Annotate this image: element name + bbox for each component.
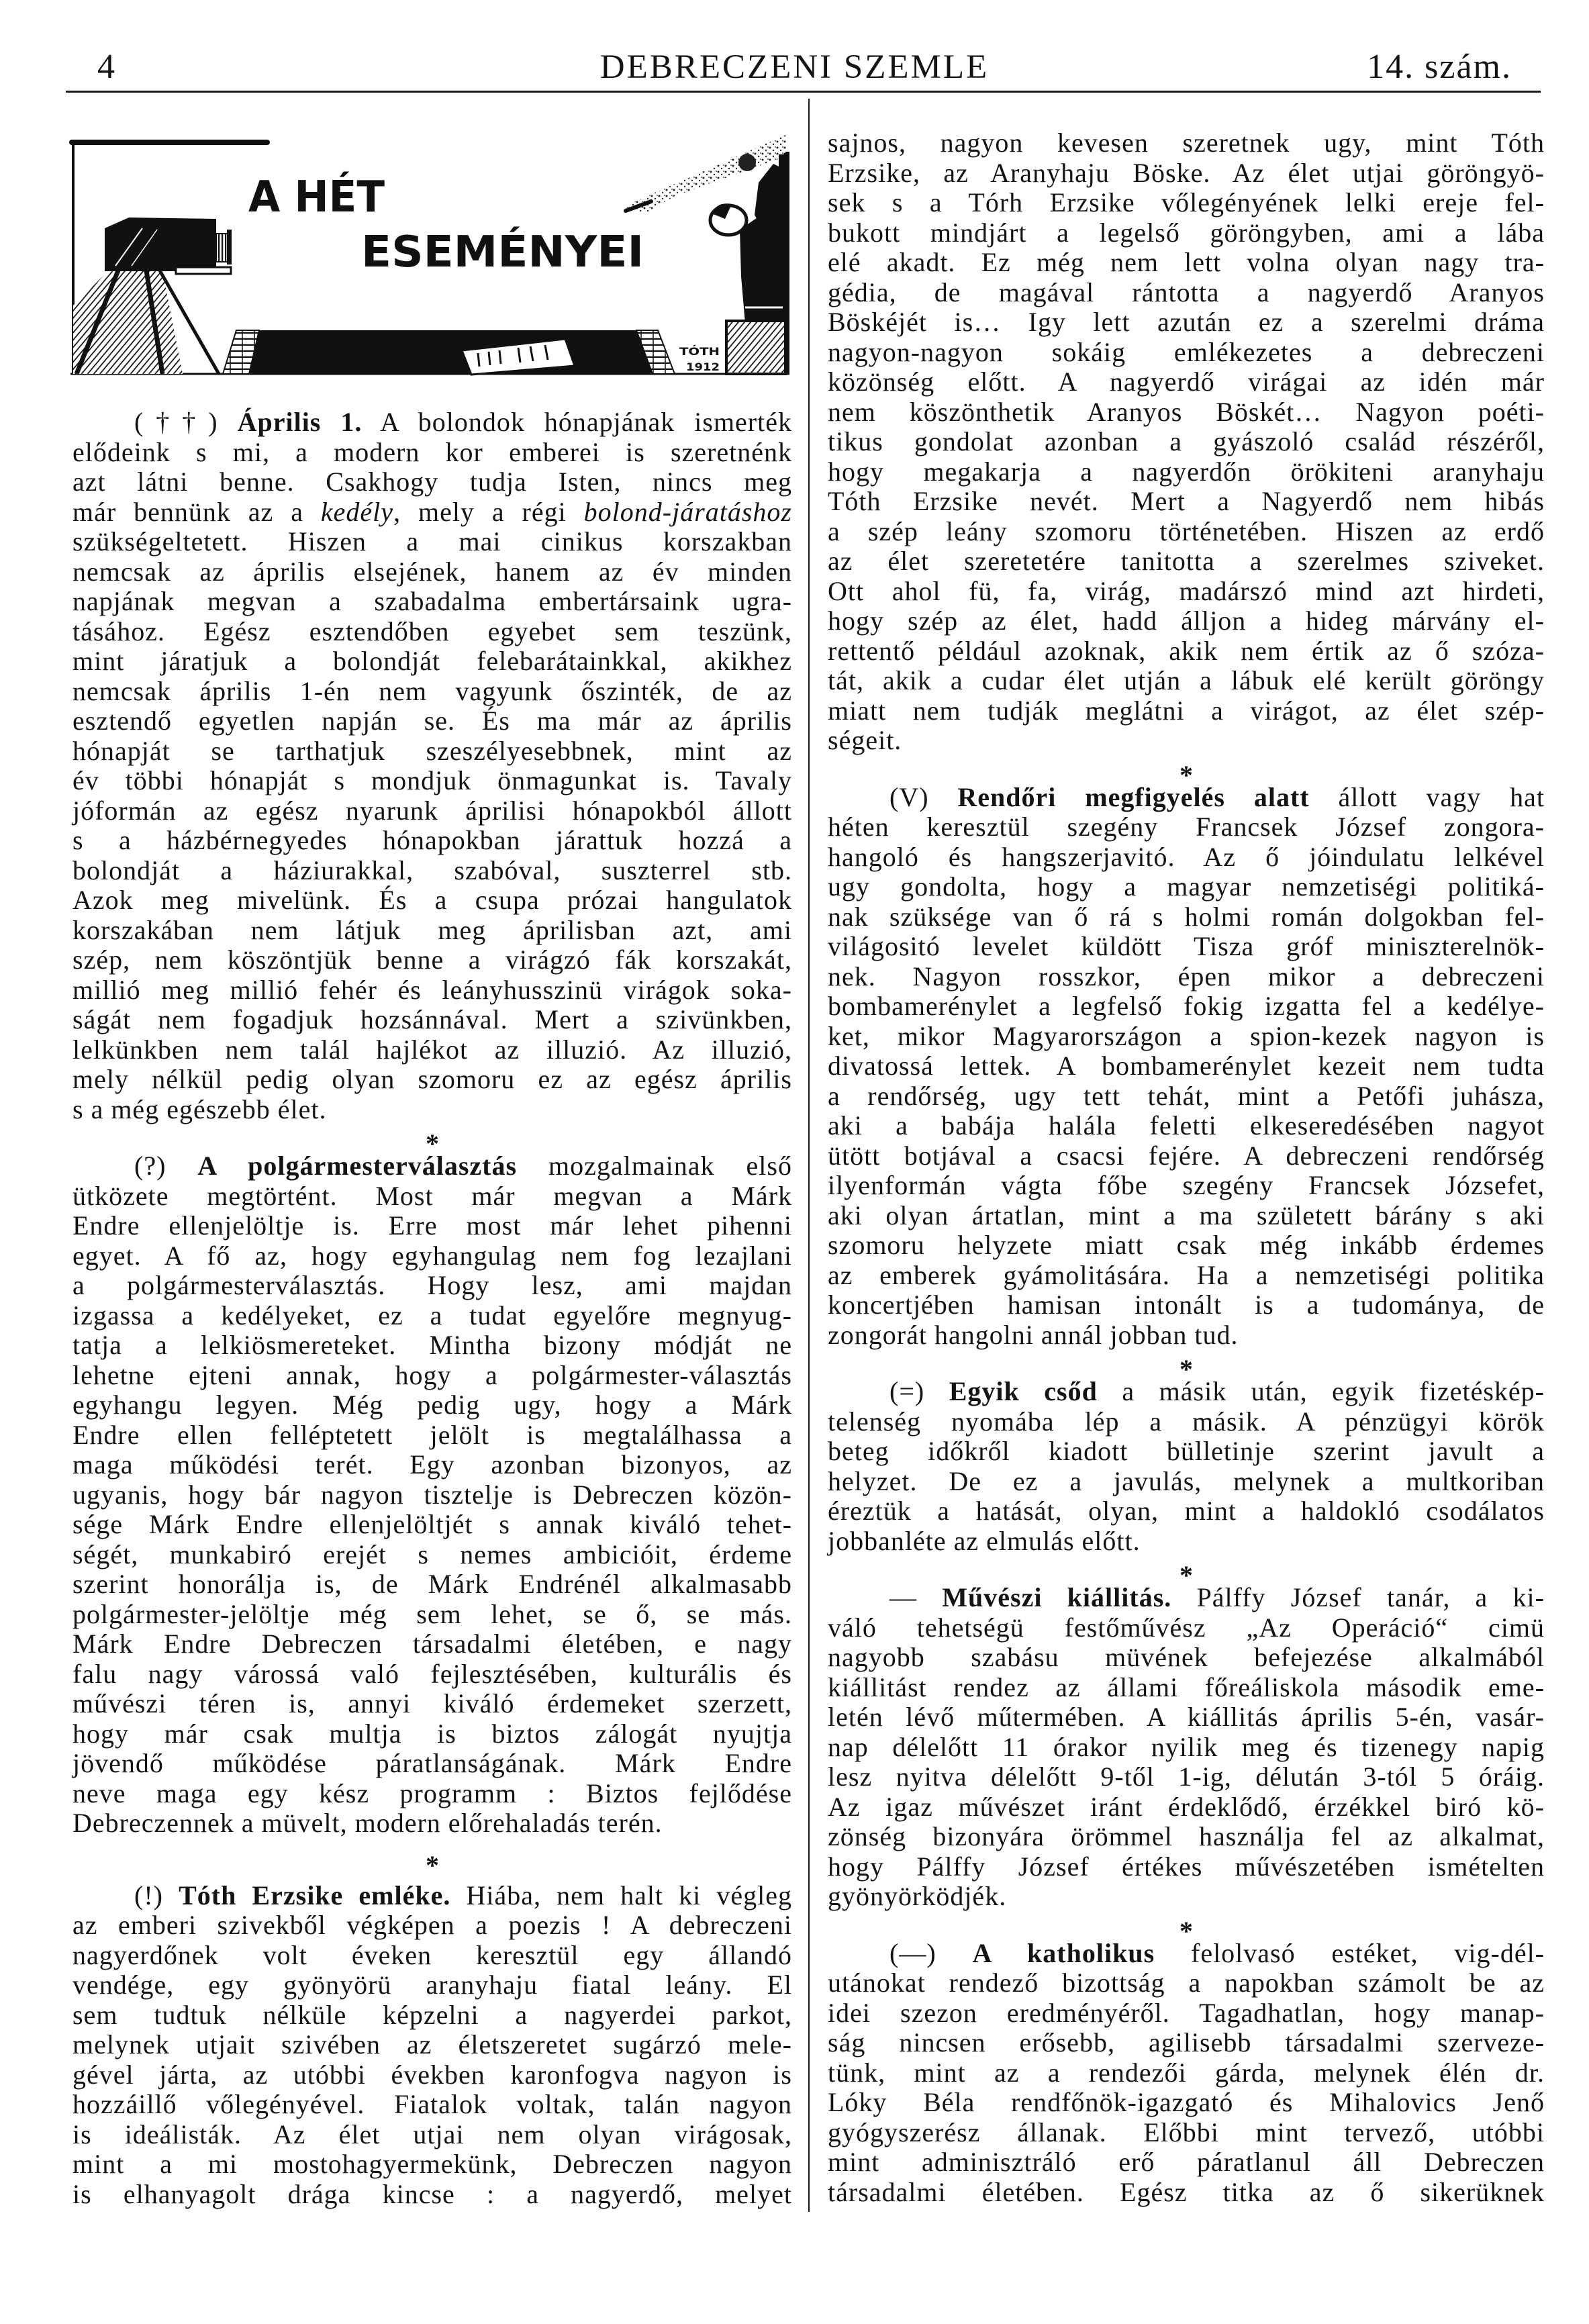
article-paragraph xyxy=(828,1583,1545,1912)
text-line: nagyobb szabásu müvének befejezése alkalmából xyxy=(828,1642,1545,1672)
article-paragraph xyxy=(828,1939,1545,2208)
text-line: héten keresztül szegény Francsek József zongora- xyxy=(828,812,1545,842)
text-line: hangoló és hangszerjavitó. Az ő jóindulatu lelkével xyxy=(828,841,1545,872)
text-line: sem tudtuk nélküle képzelni a nagyerdei parkot, xyxy=(73,1999,792,2030)
text-run: , mely a régi xyxy=(393,496,584,527)
text-run: már bennünk az a xyxy=(73,496,321,527)
page-number: 4 xyxy=(97,48,115,86)
left-column xyxy=(73,407,792,2209)
text-run: A bolondok hónapjának ismerték xyxy=(362,407,792,437)
text-line: jövendő működése páratlanságának. Márk Endre xyxy=(73,1748,792,1778)
text-line: ugyanis, hogy bár nagyon tisztelje is Debreczen közön- xyxy=(73,1479,792,1510)
text-line: az élet szeretetére tanitotta a szerelmes sziveket. xyxy=(828,546,1545,576)
text-line: jóformán az egész nyarunk áprilisi hónapokból állott xyxy=(73,795,792,826)
text-line xyxy=(73,1151,792,1181)
text-line: nap délelőtt 11 órakor nyilik meg és tizenegy napig xyxy=(828,1731,1545,1762)
section-separator: * xyxy=(426,1128,439,1159)
article-paragraph xyxy=(73,1151,792,1839)
text-run: felolvasó estéket, vig-dél- xyxy=(1155,1937,1545,1968)
issue-number: 14. szám. xyxy=(1367,48,1512,86)
text-line: ségét, munkabiró erejét s nemes ambicióit, érdeme xyxy=(73,1539,792,1569)
text-line: Endre ellen felléptetett jelölt is megtalálhassa a xyxy=(73,1419,792,1450)
artist-signature-name: TÓTH xyxy=(679,345,720,358)
text-line: bukott mindjárt a legelső göröngyben, ami a lába xyxy=(828,217,1545,248)
text-line: nemcsak az április elsejének, hanem az év minden xyxy=(73,556,792,587)
text-run: (?) xyxy=(134,1151,198,1181)
text-line: lesz nyitva délelőtt 9-től 1-ig, délután 3-tól 5 óráig. xyxy=(828,1761,1545,1792)
text-line: millió meg millió fehér és leányhusszinü virágok soka- xyxy=(73,974,792,1005)
platform-icon xyxy=(223,330,675,375)
text-line xyxy=(828,1377,1545,1407)
text-line: nek. Nagyon rosszkor, épen mikor a debreczeni xyxy=(828,961,1545,991)
text-line: Ott ahol fü, fa, virág, madárszó mind azt hirdeti, xyxy=(828,575,1545,606)
text-line: izgassa a kedélyeket, ez a tudat egyelőre megnyug- xyxy=(73,1300,792,1330)
text-run: (††) xyxy=(134,407,238,437)
camera-icon xyxy=(73,217,232,374)
text-line: nemcsak április 1-én nem vagyunk őszinték, de az xyxy=(73,675,792,706)
text-run: a másik után, egyik fizetéskép- xyxy=(1097,1376,1545,1406)
text-run: Pálffy József tanár, a ki- xyxy=(1171,1582,1545,1612)
text-line: ugy gondolta, hogy a magyar nemzetiségi politiká- xyxy=(828,871,1545,902)
text-line: váló tehetségü festőművész „Az Operáció“ cimü xyxy=(828,1612,1545,1643)
text-line: szükségeltetett. Hiszen a mai cinikus korszakban xyxy=(73,526,792,556)
text-line: telenség nyomába lép a másik. A pénzügyi körök xyxy=(828,1406,1545,1437)
text-line: ság nincsen erősebb, agilisebb társadalmi szerveze- xyxy=(828,2027,1545,2057)
text-line: sége Márk Endre ellenjelöltjét s annak kiváló tehet- xyxy=(73,1509,792,1539)
text-line: polgármester-jelöltje még sem lehet, se ő, se más. xyxy=(73,1598,792,1629)
text-line: Azok meg mivelünk. És a csupa prózai hangulatok xyxy=(73,885,792,915)
text-line: Az igaz művészet iránt érdeklődő, érzékkel biró kö- xyxy=(828,1791,1545,1822)
text-line: ütött botjával a csacsi fejére. A debreczeni rendőrség xyxy=(828,1140,1545,1171)
text-line: közönség előtt. A nagyerdő virágai az idén már xyxy=(828,367,1545,397)
text-line: lelkünkben nem talál hajlékot az illuzió. Az illuzió, xyxy=(73,1034,792,1065)
text-line: s a házbérnegyedes hónapokban járattuk hozzá a xyxy=(73,825,792,855)
text-run: (!) xyxy=(134,1880,179,1910)
text-line: aki olyan ártatlan, mint a ma született bárány s aki xyxy=(828,1200,1545,1230)
text-line: hogy szép az élet, hadd álljon a hideg márvány el- xyxy=(828,606,1545,636)
headline-text: Tóth Erzsike emléke. xyxy=(179,1880,451,1910)
emphasis-text: bolond-járatáshoz xyxy=(583,496,792,527)
text-line: egyet. A fő az, hogy egyhangulag nem fog lezajlani xyxy=(73,1240,792,1271)
text-line: tatja a lelkiösmereteket. Mintha bizony módját ne xyxy=(73,1330,792,1360)
text-line: nem köszönthetik Aranyos Böskét… Nagyon poéti- xyxy=(828,396,1545,427)
text-line: jobbanléte az elmulás előtt. xyxy=(828,1525,1141,1556)
text-line: az emberi szivekből végképen a poezis ! A debreczeni xyxy=(73,1910,792,1940)
text-line: elé akadt. Ez még nem lett volna olyan nagy tra- xyxy=(828,247,1545,277)
article-continuation xyxy=(828,128,1545,756)
text-line: maga működési terét. Egy azonban bizonyos, az xyxy=(73,1449,792,1480)
text-line xyxy=(828,1583,1545,1613)
text-line: hónapját se tarthatjuk szeszélyesebbnek, mint az xyxy=(73,735,792,766)
text-line: ütközete megtörtént. Most már megvan a Márk xyxy=(73,1180,792,1211)
publication-title: DEBRECZENI SZEMLE xyxy=(599,48,990,86)
text-line: hogy Pálffy József értékes művészetében ismételten xyxy=(828,1851,1545,1882)
text-line: divatossá lettek. A bombamerénylet kezeit nem tudta xyxy=(828,1051,1545,1081)
article-paragraph xyxy=(73,1881,792,2210)
text-line: nagyon-nagyon sokáig emlékezetes a debreczeni xyxy=(828,336,1545,367)
text-line: ségeit. xyxy=(828,725,902,755)
text-line: nak szüksége van ő rá s holmi román dolgokban fel- xyxy=(828,901,1545,932)
text-line: világositó levelet küldött Tisza gróf miniszterelnök- xyxy=(828,931,1545,961)
text-line xyxy=(828,1939,1545,1969)
text-line: művészi téren is, annyi kiváló érdemeket szerzett, xyxy=(73,1688,792,1718)
text-line: bombamerénylet a legfelső fokig izgatta fel a kedélye- xyxy=(828,991,1545,1021)
text-line: nagyerdőnek volt éveken keresztül egy állandó xyxy=(73,1939,792,1970)
text-line: neve maga egy kész programm : Biztos fejlődése xyxy=(73,1778,792,1808)
text-line: társadalmi életében. Egész titka az ő sikerüknek xyxy=(828,2176,1545,2207)
text-line: ilyenformán vágta főbe szegény Francsek Józsefet, xyxy=(828,1170,1545,1200)
header-rule xyxy=(66,91,1541,93)
headline-text: A polgármesterválasztás xyxy=(197,1151,518,1181)
text-line: szerint honorálja is, de Márk Endrénél alkalmasabb xyxy=(73,1569,792,1599)
headline-text: Művészi kiállitás. xyxy=(942,1582,1172,1612)
text-line: is ideálisták. Az élet utjai nem olyan virágosak, xyxy=(73,2119,792,2149)
text-line xyxy=(73,407,792,438)
text-line: mint járatjuk a bolondját felebarátainkkal, akikhez xyxy=(73,646,792,676)
text-run: állott vagy hat xyxy=(1309,781,1545,812)
text-line: aki a babája halála feletti elkeseredésében nagyot xyxy=(828,1110,1545,1141)
text-line: sajnos, nagyon kevesen szeretnek ugy, mint Tóth xyxy=(828,128,1545,158)
text-run: (=) xyxy=(889,1376,949,1406)
text-line xyxy=(73,497,792,528)
text-line: a rendőrség, ugy tett tehát, mint a Petőfi juhásza, xyxy=(828,1080,1545,1111)
text-line: hozzáillő vőlegényével. Fiatalok voltak, talán nagyon xyxy=(73,2089,792,2119)
illustration-title-line2: ESEMÉNYEI xyxy=(361,228,636,277)
text-line: egyhangu legyen. Még pedig ugy, hogy a Márk xyxy=(73,1390,792,1420)
section-separator: * xyxy=(426,1849,439,1880)
text-line: Endre ellenjelöltje is. Erre most már lehet pihenni xyxy=(73,1210,792,1241)
text-line: gédia, de magával rántotta a nagyerdő Aranyos xyxy=(828,277,1545,307)
text-line: gyönyörködjék. xyxy=(828,1881,1007,1911)
illustration-title-line1: A HÉT xyxy=(248,173,391,222)
text-line: Erzsike, az Aranyhaju Böske. Az élet utjai göröngyö- xyxy=(828,157,1545,188)
headline-text: A katholikus xyxy=(972,1937,1155,1968)
text-line: Debreczennek a müvelt, modern előrehaladás terén. xyxy=(73,1808,663,1838)
text-line: letén lévő műtermében. A kiállitás április 5-én, vasár- xyxy=(828,1702,1545,1732)
text-run: (V) xyxy=(889,781,958,812)
text-line: ságát nem fogadjuk hozsánnával. Mert a szivünkben, xyxy=(73,1004,792,1034)
text-line: tát, akik a cudar élet utján a lábuk elé került göröngy xyxy=(828,665,1545,695)
headline-text: Rendőri megfigyelés alatt xyxy=(957,781,1310,812)
text-line: szép, nem köszöntjük benne a virágzó fák korszakát, xyxy=(73,945,792,975)
text-line: zönség bizonyára örömmel használja fel az alkalmat, xyxy=(828,1821,1545,1851)
text-line: tásához. Egész esztendőben egyebet sem teszünk, xyxy=(73,616,792,646)
text-line: Böskéjét is… Igy lett azután ez a szerelmi dráma xyxy=(828,307,1545,337)
section-separator: * xyxy=(1179,1354,1193,1384)
text-line xyxy=(828,783,1545,813)
text-line: lehetne ejteni annak, hogy a polgármester-választás xyxy=(73,1359,792,1390)
text-line: is elhanyagolt drága kincse : a nagyerdő, melyet xyxy=(73,2178,792,2209)
artist-signature-year: 1912 xyxy=(686,360,720,373)
headline-text: Április 1. xyxy=(237,407,363,437)
text-line: utánokat rendező bizottság a napokban számolt be az xyxy=(828,1968,1545,1998)
text-line: Lóky Béla rendfőnök-igazgató és Mihalovics Jenő xyxy=(828,2087,1545,2117)
text-line: ket, mikor Magyarországon a spion-kezek nagyon is xyxy=(828,1020,1545,1051)
text-line: s a még egészebb élet. xyxy=(73,1094,327,1124)
section-separator: * xyxy=(1179,1560,1193,1590)
text-line: mint a mi mostohagyermekünk, Debreczen nagyon xyxy=(73,2149,792,2179)
article-paragraph xyxy=(828,1377,1545,1556)
section-separator: * xyxy=(1179,1915,1193,1946)
text-line: a szép leány szomoru történetében. Hiszen az erdő xyxy=(828,516,1545,546)
text-line: bolondját a háziurakkal, szabóval, suszterrel stb. xyxy=(73,855,792,885)
column-divider xyxy=(808,99,810,2212)
a-het-esemenyei-illustration xyxy=(67,134,792,383)
text-line: hogy megakarja a nagyerdőn örökiteni aranyhaju xyxy=(828,456,1545,487)
section-separator: * xyxy=(1179,759,1193,790)
text-line: hogy már csak multja is biztos zálogát nyujtja xyxy=(73,1718,792,1749)
text-line: azt látni benne. Csakhogy tudja Isten, nincs meg xyxy=(73,467,792,497)
article-paragraph xyxy=(828,783,1545,1351)
text-line: gével járta, az utóbbi években karonfogva nagyon is xyxy=(73,2059,792,2090)
text-line: rettentő például azoknak, akik nem értik az ő szóza- xyxy=(828,635,1545,666)
text-line: mely nélkül pedig olyan szomoru ez az egész április xyxy=(73,1064,792,1094)
text-line: Márk Endre Debreczen társadalmi életében, e nagy xyxy=(73,1629,792,1659)
text-line: az emberek gyámolitására. Ha a nemzetiségi politika xyxy=(828,1259,1545,1290)
text-line xyxy=(73,1881,792,1911)
text-line: zongorát hangolni annál jobban tud. xyxy=(828,1319,1239,1350)
text-line: melynek utjait szivében az életszeretet sugárzó mele- xyxy=(73,2029,792,2060)
ball-icon xyxy=(738,154,756,171)
text-line: kiállitást rendez az állami főreáliskola második eme- xyxy=(828,1672,1545,1702)
text-line: beteg időkről kiadott bülletinje szerint javult a xyxy=(828,1436,1545,1466)
text-line: napjának megvan a szabadalma embertársaink ugra- xyxy=(73,586,792,616)
text-line: a polgármesterválasztás. Hogy lesz, ami majdan xyxy=(73,1270,792,1300)
text-run: mozgalmainak első xyxy=(517,1151,792,1181)
text-line: Tóth Erzsike nevét. Mert a Nagyerdő nem hibás xyxy=(828,486,1545,516)
right-column xyxy=(828,128,1545,2207)
text-line: miatt nem tudják meglátni a virágot, az élet szép- xyxy=(828,695,1545,726)
text-run: Hiába, nem halt ki végleg xyxy=(450,1880,792,1910)
text-line: falu nagy várossá való fejlesztésében, kulturális és xyxy=(73,1658,792,1689)
article-paragraph xyxy=(73,407,792,1124)
headline-text: Egyik csőd xyxy=(949,1376,1098,1406)
text-line: gyógyszerész állanak. Előbbi mint tervező, utóbbi xyxy=(828,2117,1545,2147)
text-run: (—) xyxy=(889,1937,973,1968)
text-line: idei szezon eredményéről. Tagadhatlan, hogy manap- xyxy=(828,1997,1545,2028)
text-line: esztendő egyetlen napján se. És ma már az április xyxy=(73,706,792,736)
text-line: szomoru helyzete miatt csak még inkább érdemes xyxy=(828,1230,1545,1260)
text-line: koncertjében hamisan intonált is a tudománya, de xyxy=(828,1290,1545,1320)
text-line: korszakában nem látjuk meg áprilisban azt, ami xyxy=(73,914,792,945)
text-line: helyzet. De ez a javulás, melynek a multkoriban xyxy=(828,1465,1545,1496)
text-line: sek s a Tórh Erzsike vőlegényének lelki ereje fel- xyxy=(828,187,1545,217)
text-line: tikus gondolat azonban a gyászoló család részéről, xyxy=(828,426,1545,456)
text-line: év többi hónapját s mondjuk önmagunkat is. Tavaly xyxy=(73,765,792,795)
text-line: vendége, egy gyönyörü aranyhaju fiatal leány. El xyxy=(73,1970,792,2000)
text-line: mint adminisztráló erő páratlanul áll Debreczen xyxy=(828,2147,1545,2177)
text-line: tünk, mint az a rendezői gárda, melynek élén dr. xyxy=(828,2057,1545,2088)
text-line: éreztük a hatását, olyan, mint a haldokló csodálatos xyxy=(828,1496,1545,1526)
emphasis-text: kedély xyxy=(320,496,394,527)
text-run: — xyxy=(889,1582,943,1612)
text-line: elődeink s mi, a modern kor emberei is szeretnénk xyxy=(73,436,792,467)
child-figure-icon xyxy=(710,154,787,374)
